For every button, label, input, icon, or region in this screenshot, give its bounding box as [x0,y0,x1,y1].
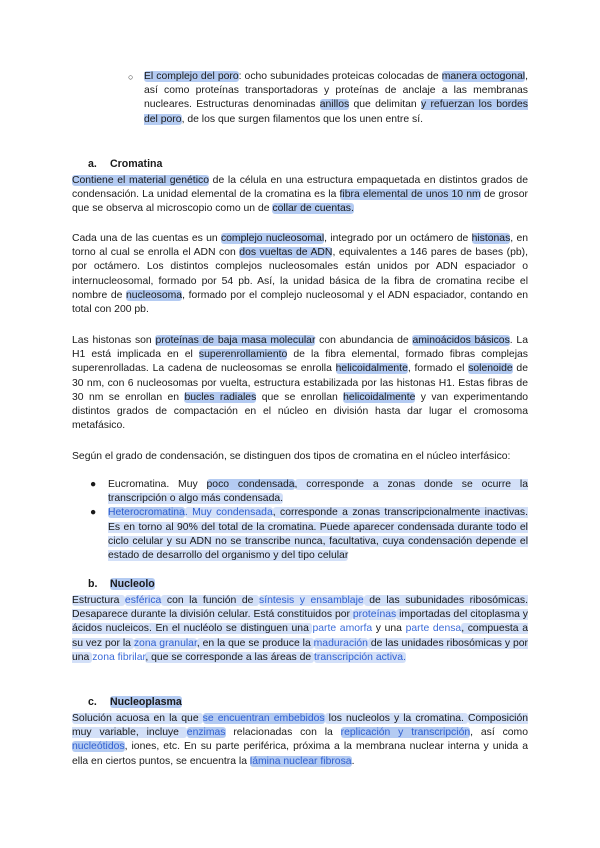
highlight: poco condensada [206,479,295,490]
highlight: esférica [124,595,162,606]
cromatina-paragraph-2: Cada una de las cuentas es un complejo nucleosomal, integrado por un octámero de histonas, en torno al cual se enrolla el ADN con dos vueltas de ADN, equivalentes a 146 pares de bases (pb), por octámero. Los distintos complejos nucleosomales están unidos por ADN espaciador o internucleosomal, formado por 54 pb. Así, la unidad básica de la fibra de cromatina recibe el nombre de nucleosoma, formado por el complejo nucleosomal y el ADN espaciador, contando en total con 200 pb. [72,233,529,316]
section-heading-cromatina: a. Cromatina [88,158,163,170]
highlight: , corresponde a zonas transcripcionalmente inactivas. Es en torno al 90% del total de la cromatina. Puede aparecer condensada durante todo el ciclo celular y su ADN no se transcribe nunca, facultativa, cuya condensación depende el estado de desarrollo del organismo y del tipo celular [108,507,528,562]
sub-bullet-marker: ○ [128,72,134,82]
highlight: Estructura [72,595,125,606]
nucleolo-paragraph: Estructura esférica con la función de síntesis y ensamblaje de las subunidades ribosómicas. Desaparece durante la división celular. Está constituidos por proteínas importadas del citoplasma y ácidos nucleicos. En el nucléolo se distinguen una parte amorfa y una parte densa, compuesta a su vez por la zona granular, en la que se produce la maduración de las unidades ribosómicas y por una zona fibrilar, que se corresponde a las áreas de transcripción activa. [72,595,529,663]
highlight: superenrollamiento [198,349,288,361]
highlight: transcripción activa. [314,651,406,663]
highlight: Contiene el material genético [72,175,209,186]
highlight: Heterocromatina [108,507,185,519]
highlight: Solución acuosa en la que [72,713,203,724]
bullet-dot: ● [90,479,97,490]
highlight: Composición muy variable, incluye [72,713,529,739]
nucleoplasma-paragraph: Solución acuosa en la que se encuentran embebidos los nucleolos y la cromatina. Composición muy variable, incluye enzimas relacionadas con la replicación y transcripción, así como nucleótidos, iones, etc. En su parte periférica, próxima a la membrana nuclear interna y unida a ella en ciertos puntos, se encuentra la lámina nuclear fibrosa. [72,713,529,767]
highlight: maduración [313,637,368,649]
highlight: proteínas de baja masa molecular [155,335,316,346]
highlight: helicoidalmente [343,391,416,403]
highlight: . Muy condensada [184,507,273,519]
highlight: , compuesta a su vez por la [72,623,528,649]
highlight: nucleosoma [126,289,183,301]
highlight: helicoidalmente [335,363,408,375]
list-item-heterocromatina [88,506,528,563]
colored-text: zona fibrilar [92,651,146,663]
cromatina-paragraph-1: Contiene el material genético de la célula en una estructura empaquetada en distintos grados de condensación. La unidad elemental de la cromatina es la fibra elemental de unos 10 nm de grosor que se observa al microscopio como un de collar de cuentas. [72,175,528,215]
colored-text: parte amorfa [312,623,373,635]
highlight: replicación y transcripción [340,727,471,739]
highlight: dos vueltas de ADN [239,247,333,259]
highlight: de las subunidades ribosómicas. Desaparece durante la división celular. Está constituidos por [72,595,529,621]
highlight: importadas del citoplasma y ácidos nucleicos. En el nucléolo se distinguen una [72,609,528,635]
list-item-eucromatina: ● Eucromatina. Muy poco condensada, corresponde a zonas donde se ocurre la transcripción o algo más condensada. [90,479,528,505]
highlight: fibra elemental de unos 10 nm [339,189,481,201]
highlight: proteínas [352,609,397,621]
pore-complex-paragraph: El complejo del poro: ocho subunidades proteicas colocadas de manera octogonal, así como proteínas transportadoras y proteínas de anclaje a las membranas nucleares. Estructuras denominadas anillos que delimitan y refuerzan los bordes del poro, de los que surgen filamentos que los unen entre sí. [144,71,528,125]
highlight: enzimas [186,727,226,739]
section-heading-nucleoplasma: c. Nucleoplasma [88,696,182,708]
highlight: , corresponde a zonas donde se ocurre la transcripción o algo más condensada. [108,479,528,505]
highlight: de las unidades ribosómicas y por una [72,637,529,663]
section-heading-nucleolo: b. Nucleolo [88,578,155,590]
highlight: solenoide [468,363,513,375]
highlight: zona granular [133,637,197,649]
cromatina-paragraph-3: Las histonas son proteínas de baja masa molecular con abundancia de aminoácidos básicos. La H1 está implicada en el superenrollamiento de la fibra elemental, formado fibras complejas superenrolladas. La cadena de nucleosomas se enrolla helicoidalmente, formado el solenoide de 30 nm, con 6 nucleosomas por vuelta, estructura estabilizada por las histonas H1. Estas fibras de 30 nm se enrollan en bucles radiales que se enrollan helicoidalmente y van experimentando distintos grados de compactación en el núcleo en división hasta dar lugar el cromosoma metafásico. [72,335,529,432]
highlight: manera octogonal [441,71,526,82]
bullet-dot: ● [90,507,97,519]
highlight: collar de cuentas. [272,203,354,215]
highlight: lámina nuclear fibrosa [249,755,352,767]
highlight: los nucleolos y la cromatina. [324,713,468,724]
highlight: histonas [471,233,511,244]
highlight: anillos [319,99,350,111]
highlight: , en la que se produce la [196,637,314,649]
colored-text: parte densa [405,623,462,635]
highlight: complejo nucleosomal [220,233,325,244]
highlight: se encuentran embebidos [202,713,325,724]
highlight: bucles radiales [184,391,257,403]
highlight: El complejo del poro [144,71,239,82]
highlight: y refuerzan los bordes del poro [144,99,528,125]
highlight: nucleótidos [72,741,125,753]
highlight: , que se corresponde a las áreas de [145,651,315,663]
cromatina-paragraph-4: Según el grado de condensación, se distinguen dos tipos de cromatina en el núcleo interfásico: [72,451,511,462]
highlight: con la función de [161,595,259,606]
highlight: síntesis y ensamblaje [259,595,364,606]
cromatina-types-list [88,478,528,563]
highlight: aminoácidos básicos [412,335,510,346]
